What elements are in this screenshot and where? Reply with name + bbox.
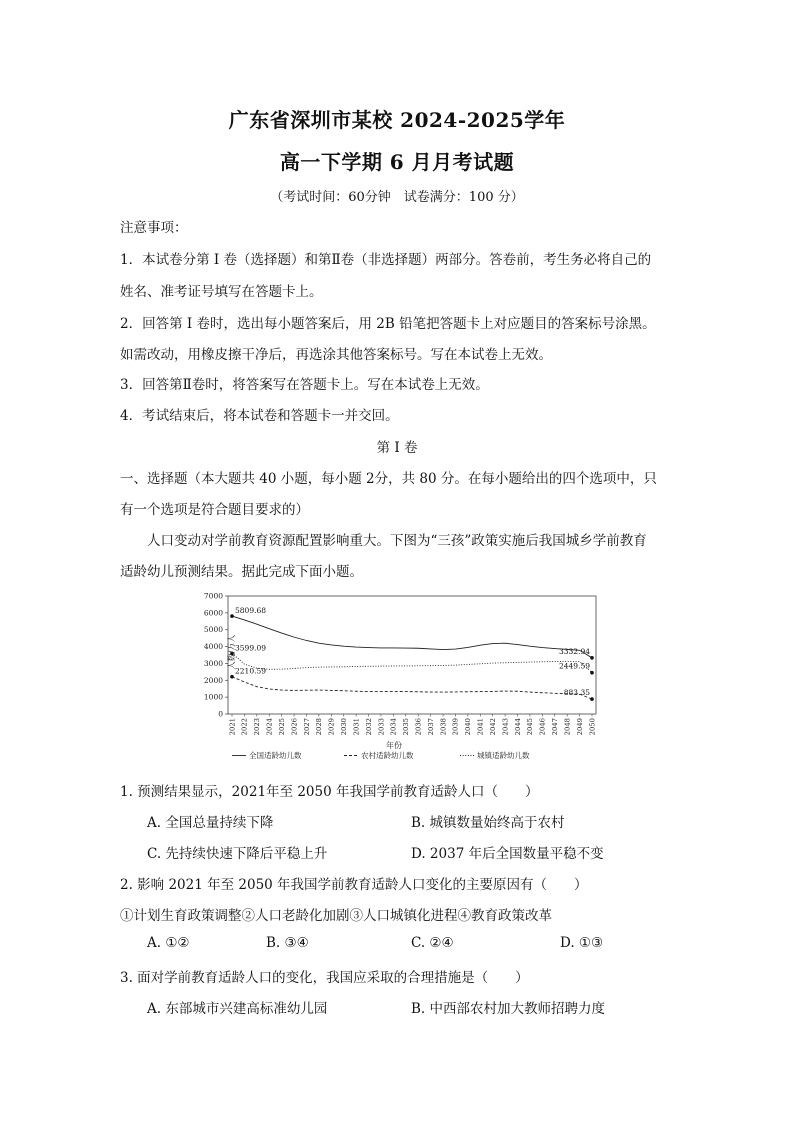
x-tick-label: 2047 bbox=[551, 718, 560, 736]
question-3-option-a[interactable]: A. 东部城市兴建高标准幼儿园 bbox=[147, 1001, 328, 1017]
x-tick-label: 2034 bbox=[389, 718, 398, 736]
y-tick-label: 6000 bbox=[203, 608, 223, 618]
question-3-stem: 3. 面对学前教育适龄人口的变化，我国应采取的合理措施是（ ） bbox=[120, 970, 529, 986]
data-label-end: 2449.59 bbox=[558, 661, 590, 671]
y-axis-label: 人数/万人 bbox=[227, 634, 236, 670]
y-tick-label: 3000 bbox=[203, 658, 223, 668]
data-point-end bbox=[590, 671, 594, 675]
notes-line-6: 4．考试结束后，将本试卷和答题卡一并交回。 bbox=[120, 408, 399, 424]
x-tick-label: 2044 bbox=[513, 718, 522, 736]
x-tick-label: 2036 bbox=[414, 718, 423, 736]
annotated-points bbox=[230, 606, 594, 701]
notes-heading: 注意事项： bbox=[120, 220, 188, 236]
x-tick-label: 2041 bbox=[476, 718, 485, 736]
question-2-stem: 2. 影响 2021 年至 2050 年我国学前教育适龄人口变化的主要原因有（ ） bbox=[120, 877, 588, 893]
series-line-3 bbox=[232, 653, 592, 672]
question-2-option-d[interactable]: D. ①③ bbox=[560, 935, 604, 951]
question-1-option-c[interactable]: C. 先持续快速下降后平稳上升 bbox=[147, 846, 328, 862]
x-tick-label: 2040 bbox=[464, 718, 473, 736]
part1-heading-line1: 一、选择题（本大题共 40 小题，每小题 2分，共 80 分。在每小题给出的四个选项中，只 bbox=[120, 471, 657, 487]
data-point-end bbox=[590, 697, 594, 701]
question-3-option-b[interactable]: B. 中西部农村加大教师招聘力度 bbox=[411, 1001, 606, 1017]
x-tick-label: 2022 bbox=[240, 718, 249, 736]
series-line-2 bbox=[232, 677, 592, 699]
exam-title-line2: 高一下学期 6 月月考试题 bbox=[279, 150, 515, 174]
x-tick-label: 2039 bbox=[451, 718, 460, 736]
x-tick-label: 2031 bbox=[352, 718, 361, 736]
plot-frame bbox=[228, 596, 596, 714]
x-tick-label: 2029 bbox=[327, 718, 336, 736]
population-forecast-chart bbox=[198, 590, 608, 770]
volume-title: 第 I 卷 bbox=[376, 440, 418, 456]
y-tick-label: 5000 bbox=[203, 625, 223, 635]
x-tick-label: 2033 bbox=[377, 718, 386, 736]
x-tick-label: 2045 bbox=[526, 718, 535, 736]
x-tick-label: 2035 bbox=[402, 718, 411, 736]
x-tick-label: 2027 bbox=[302, 718, 311, 736]
part1-heading-line2: 有一个选项是符合题目要求的） bbox=[120, 502, 309, 518]
data-point-start bbox=[230, 675, 234, 679]
y-tick-label: 0 bbox=[218, 709, 223, 719]
question-2-option-a[interactable]: A. ①② bbox=[147, 935, 190, 951]
chart-legend bbox=[232, 750, 530, 760]
data-label-end: 3332.94 bbox=[558, 646, 590, 656]
data-label-start: 5809.68 bbox=[235, 606, 267, 616]
notes-line-3: 2．回答第 I 卷时，选出每小题答案后，用 2B 铅笔把答题卡上对应题目的答案标号涂黑。 bbox=[120, 316, 656, 332]
x-tick-label: 2028 bbox=[315, 718, 324, 736]
notes-line-2: 姓名、准考证号填写在答题卡上。 bbox=[120, 284, 323, 300]
data-label-start: 3599.09 bbox=[235, 643, 267, 653]
x-axis bbox=[228, 714, 596, 735]
y-tick-label: 1000 bbox=[203, 692, 223, 702]
question-2-option-b[interactable]: B. ③④ bbox=[266, 935, 309, 951]
intro-line2: 适龄幼儿预测结果。据此完成下面小题。 bbox=[120, 564, 363, 580]
notes-line-5: 3．回答第Ⅱ卷时，将答案写在答题卡上。写在本试卷上无效。 bbox=[120, 377, 489, 393]
data-label-end: 883.35 bbox=[563, 688, 590, 698]
data-label-start: 2210.59 bbox=[235, 666, 267, 676]
x-tick-label: 2021 bbox=[228, 718, 237, 736]
question-1-stem: 1. 预测结果显示，2021年至 2050 年我国学前教育适龄人口（ ） bbox=[120, 784, 539, 800]
x-tick-label: 2038 bbox=[439, 718, 448, 736]
x-tick-label: 2030 bbox=[340, 718, 349, 736]
x-axis-label: 年份 bbox=[386, 741, 402, 750]
question-1-option-d[interactable]: D. 2037 年后全国数量平稳不变 bbox=[411, 846, 604, 862]
y-tick-label: 7000 bbox=[203, 591, 223, 601]
series-line-1 bbox=[232, 616, 592, 658]
question-2-choices: ①计划生育政策调整②人口老龄化加剧③人口城镇化进程④教育政策改革 bbox=[120, 908, 552, 924]
question-2-option-c[interactable]: C. ②④ bbox=[411, 935, 454, 951]
x-tick-label: 2023 bbox=[253, 718, 262, 736]
y-tick-label: 4000 bbox=[203, 642, 223, 652]
series-lines bbox=[232, 616, 592, 699]
x-tick-label: 2042 bbox=[488, 718, 497, 736]
x-tick-label: 2048 bbox=[563, 718, 572, 736]
exam-title-line1: 广东省深圳市某校 2024-2025学年 bbox=[228, 108, 566, 132]
y-axis bbox=[204, 592, 228, 719]
x-tick-label: 2024 bbox=[265, 718, 274, 736]
notes-line-1: 1．本试卷分第 I 卷（选择题）和第Ⅱ卷（非选择题）两部分。答卷前，考生务必将自己的 bbox=[120, 252, 652, 268]
legend-label: 全国适龄幼儿数 bbox=[249, 751, 302, 760]
notes-line-4: 如需改动，用橡皮擦干净后，再选涂其他答案标号。写在本试卷上无效。 bbox=[120, 347, 552, 363]
legend-label: 城镇适龄幼儿数 bbox=[477, 751, 530, 760]
x-tick-label: 2043 bbox=[501, 718, 510, 736]
y-tick-label: 2000 bbox=[203, 675, 223, 685]
x-tick-label: 2049 bbox=[575, 718, 584, 736]
chart-svg bbox=[198, 590, 608, 770]
legend-label: 农村适龄幼儿数 bbox=[361, 751, 414, 760]
x-tick-label: 2050 bbox=[588, 718, 597, 736]
x-tick-label: 2046 bbox=[538, 718, 547, 736]
data-point-start bbox=[230, 614, 234, 618]
x-tick-label: 2026 bbox=[290, 718, 299, 736]
x-tick-label: 2037 bbox=[426, 718, 435, 736]
exam-subtitle: （考试时间：60分钟 试卷满分：100 分） bbox=[270, 190, 524, 205]
data-point-end bbox=[590, 656, 594, 660]
intro-line1: 人口变动对学前教育资源配置影响重大。下图为“三孩”政策实施后我国城乡学前教育 bbox=[147, 533, 647, 549]
x-tick-label: 2025 bbox=[277, 718, 286, 736]
question-1-option-b[interactable]: B. 城镇数量始终高于农村 bbox=[411, 815, 565, 831]
x-tick-label: 2032 bbox=[364, 718, 373, 736]
question-1-option-a[interactable]: A. 全国总量持续下降 bbox=[147, 815, 274, 831]
